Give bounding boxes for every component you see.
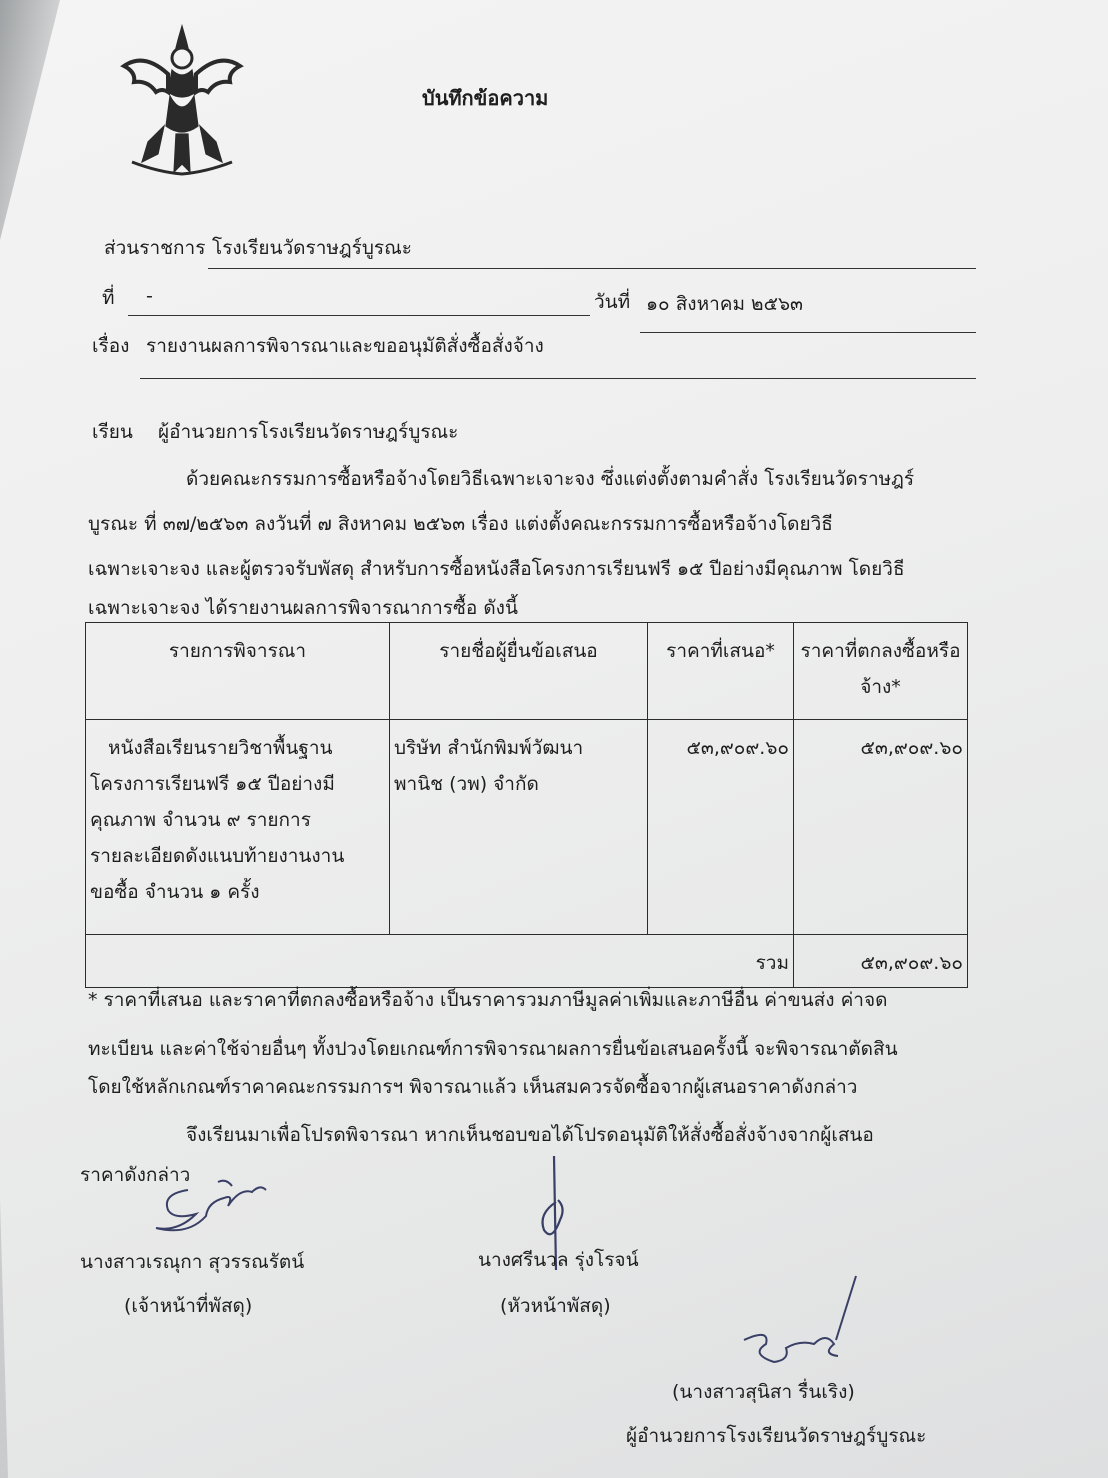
director-name: (นางสาวสุนิสา รื่นเริง) [672, 1381, 855, 1403]
item-line: ขอซื้อ จำนวน ๑ ครั้ง [90, 881, 260, 903]
date-underline [640, 332, 976, 333]
header-agreed-price-line-1: ราคาที่ตกลงซื้อหรือ [800, 640, 961, 662]
to-value: ผู้อำนวยการโรงเรียนวัดราษฎร์บูรณะ [158, 421, 459, 443]
bidder-line: พานิช (วพ) จำกัด [394, 773, 539, 795]
ref-underline [128, 315, 590, 316]
ref-value: - [146, 285, 153, 307]
bidder-cell [390, 720, 648, 935]
table-row [86, 720, 968, 935]
officer-signature [148, 1176, 278, 1246]
agreed-price-cell: ๕๓,๙๐๙.๖๐ [794, 720, 968, 935]
ref-label: ที่ [102, 287, 115, 309]
total-label: รวม [86, 935, 794, 988]
closing-line-1: จึงเรียนมาเพื่อโปรดพิจารณา หากเห็นชอบขอได้โปรดอนุมัติให้สั่งซื้อสั่งจ้างจากผู้เสนอ [186, 1124, 874, 1146]
total-value: ๕๓,๙๐๙.๖๐ [794, 935, 968, 988]
body-line-1: ด้วยคณะกรรมการซื้อหรือจ้างโดยวิธีเฉพาะเจาะจง ซึ่งแต่งตั้งตามคำสั่ง โรงเรียนวัดราษฎร์ [186, 468, 915, 490]
header-item: รายการพิจารณา [86, 623, 390, 720]
subject-value: รายงานผลการพิจารณาและขออนุมัติสั่งซื้อสั่งจ้าง [146, 335, 544, 357]
closing-line-2: ราคาดังกล่าว [80, 1164, 191, 1186]
note-line-3: โดยใช้หลักเกณฑ์ราคาคณะกรรมการฯ พิจารณาแล้ว เห็นสมควรจัดซื้อจากผู้เสนอราคาดังกล่าว [88, 1076, 858, 1098]
officer-title: (เจ้าหน้าที่พัสดุ) [124, 1295, 253, 1317]
memo-heading: บันทึกข้อความ [422, 86, 549, 110]
header-offered-price: ราคาที่เสนอ* [648, 623, 794, 720]
item-line: รายละเอียดดังแนบท้ายงานงาน [90, 845, 345, 867]
table-total-row [86, 935, 968, 988]
header-agreed-price [794, 623, 968, 720]
director-signature [730, 1270, 870, 1380]
date-value: ๑๐ สิงหาคม ๒๕๖๓ [646, 293, 803, 315]
note-line-2: ทะเบียน และค่าใช้จ่ายอื่นๆ ทั้งปวงโดยเกณฑ์การพิจารณาผลการยื่นข้อเสนอครั้งนี้ จะพิจารณาตัดสิน [88, 1038, 898, 1060]
agency-underline [208, 268, 976, 269]
body-line-2: บูรณะ ที่ ๓๗/๒๕๖๓ ลงวันที่ ๗ สิงหาคม ๒๕๖๓ เรื่อง แต่งตั้งคณะกรรมการซื้อหรือจ้างโดยวิธี [88, 513, 833, 535]
garuda-emblem-icon [118, 22, 246, 182]
subject-label: เรื่อง [92, 335, 130, 357]
body-line-3: เฉพาะเจาะจง และผู้ตรวจรับพัสดุ สำหรับการซื้อหนังสือโครงการเรียนฟรี ๑๕ ปีอย่างมีคุณภาพ โดยวิธี [88, 558, 905, 580]
head-title: (หัวหน้าพัสดุ) [500, 1295, 611, 1317]
date-label: วันที่ [594, 291, 631, 313]
item-line: โครงการเรียนฟรี ๑๕ ปีอย่างมี [90, 773, 335, 795]
officer-name: นางสาวเรณุกา สุวรรณรัตน์ [80, 1251, 305, 1273]
note-line-1: * ราคาที่เสนอ และราคาที่ตกลงซื้อหรือจ้าง เป็นราคารวมภาษีมูลค่าเพิ่มและภาษีอื่น ค่าขนส่ง ค่าจด [88, 989, 888, 1011]
to-label: เรียน [92, 421, 133, 443]
header-bidder: รายชื่อผู้ยื่นข้อเสนอ [390, 623, 648, 720]
table-header-row [86, 623, 968, 720]
item-line: หนังสือเรียนรายวิชาพื้นฐาน [108, 737, 333, 759]
subject-underline [140, 378, 976, 379]
price-comparison-table [85, 622, 968, 988]
bidder-line: บริษัท สำนักพิมพ์วัฒนา [394, 737, 584, 759]
body-line-4: เฉพาะเจาะจง ได้รายงานผลการพิจารณาการซื้อ ดังนี้ [88, 597, 518, 619]
agency-label: ส่วนราชการ [104, 237, 206, 259]
item-line: คุณภาพ จำนวน ๙ รายการ [90, 809, 311, 831]
header-agreed-price-line-2: จ้าง* [860, 676, 901, 698]
head-name: นางศรีนวล รุ่งโรจน์ [478, 1249, 639, 1271]
offered-price-cell: ๕๓,๙๐๙.๖๐ [648, 720, 794, 935]
agency-value: โรงเรียนวัดราษฎร์บูรณะ [212, 237, 412, 259]
item-cell [86, 720, 390, 935]
director-title: ผู้อำนวยการโรงเรียนวัดราษฎร์บูรณะ [626, 1425, 927, 1447]
